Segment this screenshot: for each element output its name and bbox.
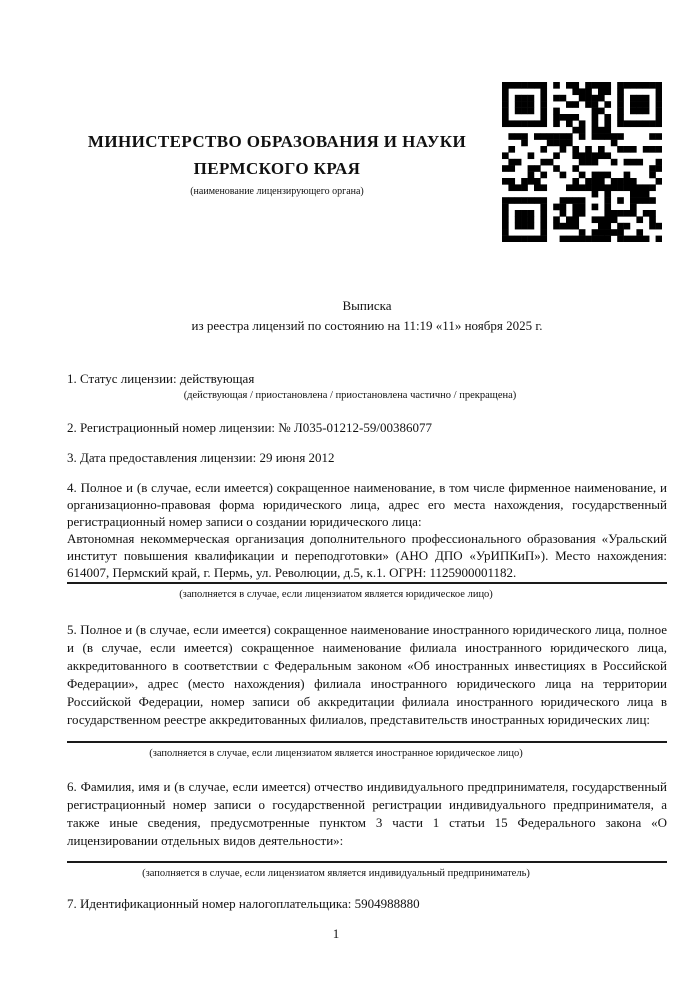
page-number: 1	[332, 926, 340, 941]
document-title-line2: из реестра лицензий по состоянию на 11:19 «11» ноября 2025 г.	[191, 318, 543, 333]
legal-entity-prompt: 4. Полное и (в случае, если имеется) сокращенное наименование, в том числе фирменное наименование, и организационно-правовая форма юридического лица, адрес его места нахождения, государственный регистрационный номер записи о создании юридического лица:	[67, 480, 667, 529]
document-title	[67, 296, 667, 336]
ministry-name-line1: МИНИСТЕРСТВО ОБРАЗОВАНИЯ И НАУКИ	[87, 132, 467, 151]
license-status-line: 1. Статус лицензии: действующая	[67, 371, 255, 386]
foreign-entity-note: (заполняется в случае, если лицензиатом является иностранное юридическое лицо)	[149, 748, 523, 759]
licensing-authority-header	[67, 128, 487, 198]
legal-entity-underline	[67, 582, 667, 584]
individual-entrepreneur-section: 6. Фамилия, имя и (в случае, если имеется) отчество индивидуального предпринимателя, государственный регистрационный номер записи о государственной регистрации индивидуального предпринимателя, а также иные сведения, предусмотренные пунктом 3 части 1 статьи 15 Федерального закона «О лицензировании отдельных видов деятельности»:	[67, 779, 667, 848]
qr-code-container	[502, 82, 662, 242]
registration-number-line: 2. Регистрационный номер лицензии: № Л035-01212-59/00386077	[67, 420, 433, 435]
document-title-line1: Выписка	[342, 298, 392, 313]
license-grant-date-line: 3. Дата предоставления лицензии: 29 июня 2012	[67, 450, 335, 465]
foreign-entity-underline	[67, 741, 667, 743]
legal-entity-section	[67, 479, 667, 581]
individual-entrepreneur-note: (заполняется в случае, если лицензиатом является индивидуальный предприниматель)	[142, 868, 530, 879]
ministry-caption: (наименование лицензирующего органа)	[190, 186, 364, 197]
license-status-note: (действующая / приостановлена / приостановлена частично / прекращена)	[183, 390, 517, 401]
individual-entrepreneur-underline	[67, 861, 667, 863]
document-body	[67, 296, 667, 912]
legal-entity-note: (заполняется в случае, если лицензиатом является юридическое лицо)	[179, 589, 493, 600]
foreign-entity-section: 5. Полное и (в случае, если имеется) сокращенное наименование иностранного юридического лица, полное и (в случае, если имеется) сокращенное наименование филиала иностранного юридического лица, аккредитованного в соответствии с Федеральным законом «Об иностранных инвестициях в Российской Федерации», адрес (место нахождения) филиала иностранного юридического лица на территории Российской Федерации, номер записи об аккредитации филиала иностранного юридического лица в государственном реестре аккредитованных филиалов, представительств иностранных юридических лиц:	[67, 622, 667, 727]
qr-code-icon	[502, 82, 662, 242]
taxpayer-id-line: 7. Идентификационный номер налогоплательщика: 5904988880	[67, 896, 420, 911]
legal-entity-value: Автономная некоммерческая организация дополнительного профессионального образования «Уральский институт повышения квалификации и переподготовки» (АНО ДПО «УрИПКиП»). Место нахождения: 614007, Пермский край, г. Пермь, ул. Революции, д.5, к.1. ОГРН: 1125900001182.	[67, 531, 667, 580]
ministry-name-line2: ПЕРМСКОГО КРАЯ	[193, 159, 361, 178]
